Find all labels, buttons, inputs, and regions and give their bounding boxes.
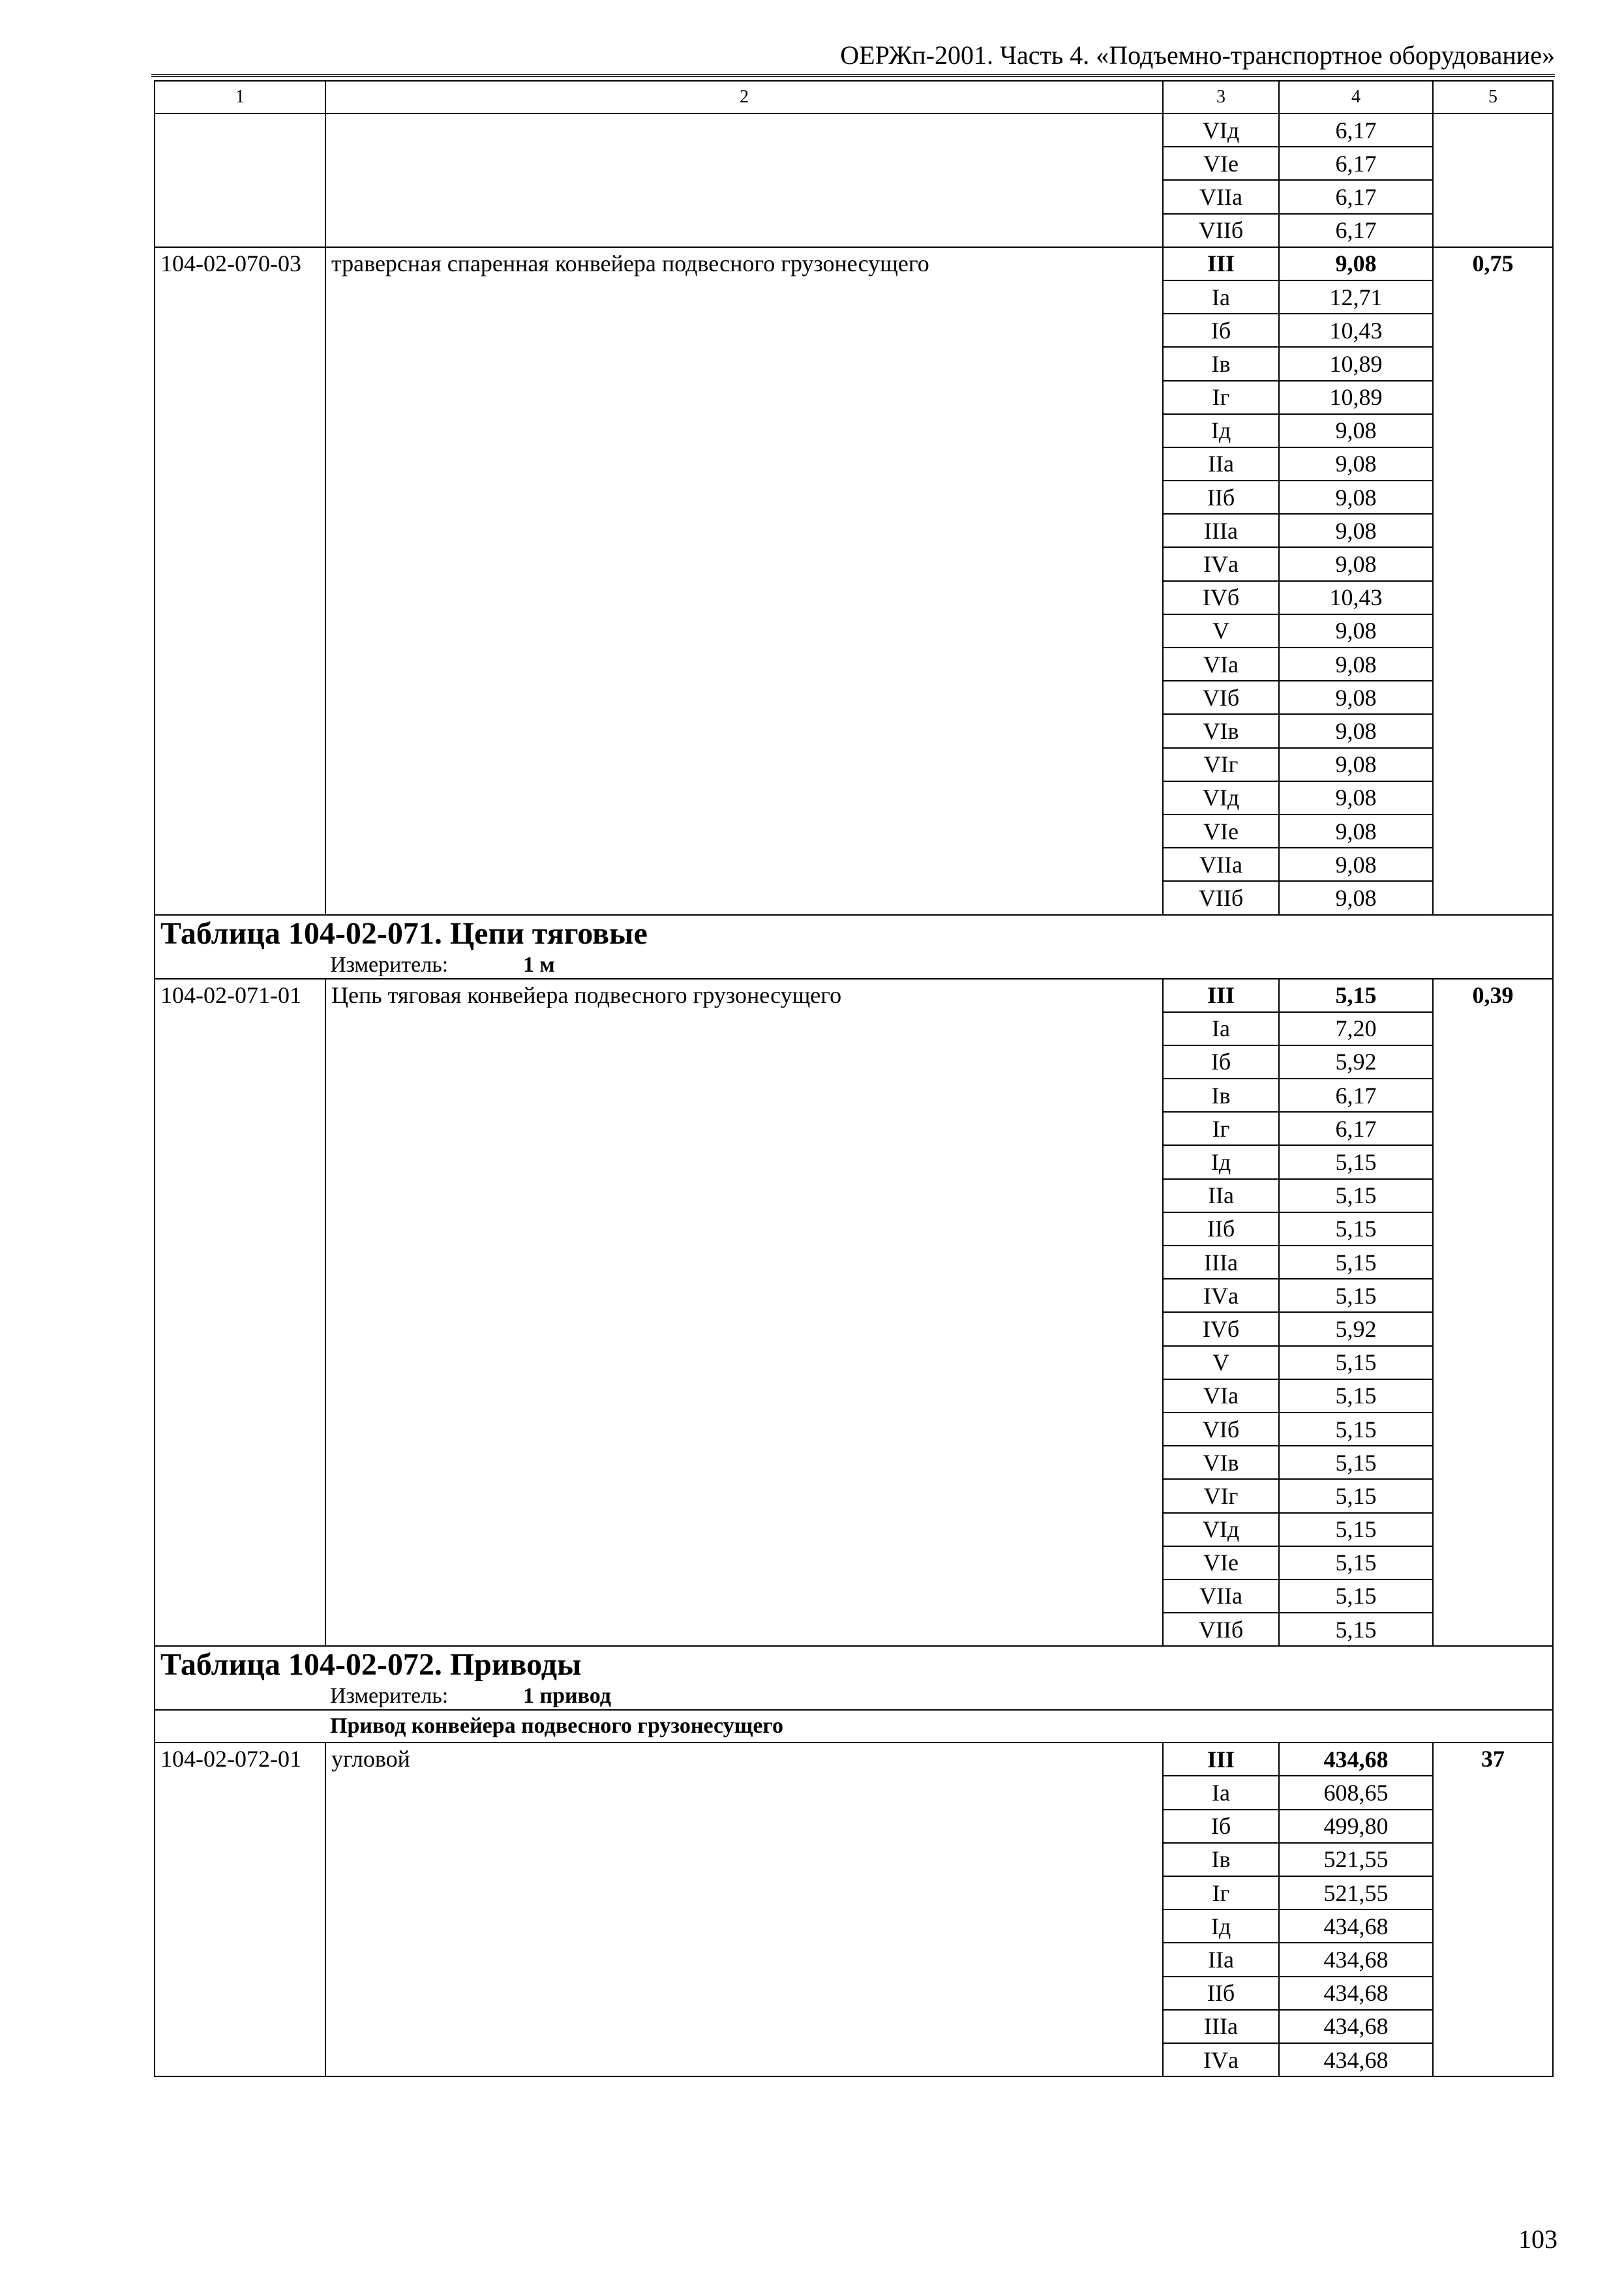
table-title: Таблица 104-02-072. Приводы bbox=[155, 1646, 1553, 1683]
measure-row bbox=[155, 1683, 1553, 1710]
zone-cell: VIIб bbox=[1163, 881, 1279, 914]
rate-row bbox=[155, 1743, 1553, 1776]
zone-cell: Iг bbox=[1163, 1112, 1279, 1145]
zone-cell: VIб bbox=[1163, 681, 1279, 714]
zone-cell: V bbox=[1163, 1346, 1279, 1379]
zone-cell: VIIа bbox=[1163, 1579, 1279, 1613]
zone-cell: IIб bbox=[1163, 1212, 1279, 1246]
zone-cell: VIг bbox=[1163, 748, 1279, 781]
group-title: Привод конвейера подвесного грузонесущего bbox=[155, 1710, 1553, 1743]
rate-value: 5,15 bbox=[1279, 1479, 1433, 1512]
measure-label: Измеритель: bbox=[330, 1684, 449, 1709]
zone-cell: Iг bbox=[1163, 381, 1279, 414]
item-name: траверсная спаренная конвейера подвесного грузонесущего bbox=[325, 247, 1163, 915]
zone-cell: Iв bbox=[1163, 1079, 1279, 1112]
zone-cell: VIIб bbox=[1163, 1613, 1279, 1646]
zone-cell: III bbox=[1163, 979, 1279, 1012]
zone-cell: III bbox=[1163, 247, 1279, 280]
rate-value: 5,15 bbox=[1279, 1579, 1433, 1613]
measure-cell bbox=[155, 952, 1553, 979]
rate-value: 9,08 bbox=[1279, 681, 1433, 714]
zone-cell: VIе bbox=[1163, 815, 1279, 848]
zone-cell: IVа bbox=[1163, 1279, 1279, 1312]
rate-value: 6,17 bbox=[1279, 180, 1433, 213]
measure-value: 1 м bbox=[523, 952, 555, 977]
rate-value: 12,71 bbox=[1279, 280, 1433, 314]
measure-cell bbox=[155, 1683, 1553, 1710]
zone-cell: VIб bbox=[1163, 1413, 1279, 1446]
zone-cell: Iг bbox=[1163, 1876, 1279, 1909]
rate-value: 434,68 bbox=[1279, 2043, 1433, 2076]
rate-value: 9,08 bbox=[1279, 714, 1433, 747]
rate-value: 6,17 bbox=[1279, 113, 1433, 147]
rate-value: 5,15 bbox=[1279, 1246, 1433, 1279]
zone-cell: IIIа bbox=[1163, 514, 1279, 547]
column-number: 3 bbox=[1163, 81, 1279, 113]
zone-cell: V bbox=[1163, 614, 1279, 648]
rate-row bbox=[155, 247, 1553, 280]
rate-value: 6,17 bbox=[1279, 147, 1433, 180]
zone-cell: Iб bbox=[1163, 1810, 1279, 1843]
item-code: 104-02-071-01 bbox=[155, 979, 325, 1647]
rate-value: 521,55 bbox=[1279, 1876, 1433, 1909]
zone-cell: VIа bbox=[1163, 1379, 1279, 1413]
rate-value: 6,17 bbox=[1279, 1112, 1433, 1145]
zone-cell: IIа bbox=[1163, 447, 1279, 481]
column-number: 4 bbox=[1279, 81, 1433, 113]
rate-value: 9,08 bbox=[1279, 247, 1433, 280]
rate-value: 5,15 bbox=[1279, 1379, 1433, 1413]
rate-value: 9,08 bbox=[1279, 481, 1433, 514]
table-title-row bbox=[155, 1646, 1553, 1683]
rate-value: 9,08 bbox=[1279, 614, 1433, 648]
zone-cell: VIIа bbox=[1163, 848, 1279, 881]
item-code: 104-02-072-01 bbox=[155, 1743, 325, 2076]
rate-value: 5,92 bbox=[1279, 1312, 1433, 1345]
rate-value: 434,68 bbox=[1279, 1977, 1433, 2010]
rate-value: 9,08 bbox=[1279, 514, 1433, 547]
rate-value: 5,15 bbox=[1279, 1413, 1433, 1446]
rate-value: 9,08 bbox=[1279, 447, 1433, 481]
rate-value: 5,15 bbox=[1279, 979, 1433, 1012]
measure-label: Измеритель: bbox=[330, 952, 449, 977]
item-name: угловой bbox=[325, 1743, 1163, 2076]
rate-value: 434,68 bbox=[1279, 2010, 1433, 2043]
rate-row bbox=[155, 979, 1553, 1012]
zone-cell: IIа bbox=[1163, 1943, 1279, 1976]
rate-value: 434,68 bbox=[1279, 1909, 1433, 1943]
rate-value: 5,15 bbox=[1279, 1446, 1433, 1479]
zone-cell: VIд bbox=[1163, 781, 1279, 815]
rate-value: 6,17 bbox=[1279, 1079, 1433, 1112]
zone-cell: IIIа bbox=[1163, 2010, 1279, 2043]
rate-value: 5,15 bbox=[1279, 1179, 1433, 1212]
zone-cell: VIв bbox=[1163, 714, 1279, 747]
zone-cell: Iа bbox=[1163, 1776, 1279, 1809]
rate-value: 5,15 bbox=[1279, 1546, 1433, 1579]
rate-value: 9,08 bbox=[1279, 781, 1433, 815]
rate-value: 9,08 bbox=[1279, 414, 1433, 447]
rate-value: 5,15 bbox=[1279, 1513, 1433, 1546]
table-title-row bbox=[155, 915, 1553, 952]
zone-cell: Iб bbox=[1163, 314, 1279, 347]
rate-value: 9,08 bbox=[1279, 881, 1433, 914]
rate-value: 9,08 bbox=[1279, 648, 1433, 681]
zone-cell: Iв bbox=[1163, 1843, 1279, 1876]
zone-cell: VIе bbox=[1163, 147, 1279, 180]
rate-value: 10,89 bbox=[1279, 381, 1433, 414]
rate-value: 9,08 bbox=[1279, 815, 1433, 848]
zone-cell: IIб bbox=[1163, 481, 1279, 514]
measure-value: 1 привод bbox=[523, 1684, 611, 1709]
zone-cell: IVа bbox=[1163, 2043, 1279, 2076]
rate-value: 5,15 bbox=[1279, 1613, 1433, 1646]
zone-cell: Iд bbox=[1163, 1145, 1279, 1178]
zone-cell: IVб bbox=[1163, 1312, 1279, 1345]
column-number: 2 bbox=[325, 81, 1163, 113]
column5-value bbox=[1433, 113, 1553, 247]
zone-cell: Iд bbox=[1163, 1909, 1279, 1943]
item-name bbox=[325, 113, 1163, 247]
rate-value: 5,15 bbox=[1279, 1212, 1433, 1246]
zone-cell: Iа bbox=[1163, 1012, 1279, 1045]
header-rule bbox=[151, 74, 1555, 77]
rate-value: 9,08 bbox=[1279, 547, 1433, 580]
rate-row bbox=[155, 113, 1553, 147]
rate-value: 7,20 bbox=[1279, 1012, 1433, 1045]
rate-value: 434,68 bbox=[1279, 1943, 1433, 1976]
column5-value: 0,75 bbox=[1433, 247, 1553, 915]
zone-cell: VIIа bbox=[1163, 180, 1279, 213]
zone-cell: Iа bbox=[1163, 280, 1279, 314]
rate-value: 10,43 bbox=[1279, 581, 1433, 614]
zone-cell: Iв bbox=[1163, 347, 1279, 380]
page-number: 103 bbox=[1518, 2224, 1557, 2254]
rate-value: 608,65 bbox=[1279, 1776, 1433, 1809]
measure-row bbox=[155, 952, 1553, 979]
rate-value: 6,17 bbox=[1279, 214, 1433, 247]
zone-cell: VIд bbox=[1163, 113, 1279, 147]
group-title-row bbox=[155, 1710, 1553, 1743]
zone-cell: IIб bbox=[1163, 1977, 1279, 2010]
page-header: ОЕРЖп-2001. Часть 4. «Подъемно-транспортное оборудование» bbox=[840, 40, 1555, 70]
rate-value: 499,80 bbox=[1279, 1810, 1433, 1843]
rate-value: 9,08 bbox=[1279, 748, 1433, 781]
rates-table bbox=[154, 80, 1554, 2077]
rate-value: 434,68 bbox=[1279, 1743, 1433, 1776]
zone-cell: VIв bbox=[1163, 1446, 1279, 1479]
rate-value: 521,55 bbox=[1279, 1843, 1433, 1876]
item-name: Цепь тяговая конвейера подвесного грузонесущего bbox=[325, 979, 1163, 1647]
item-code: 104-02-070-03 bbox=[155, 247, 325, 915]
zone-cell: IVа bbox=[1163, 547, 1279, 580]
column-number: 5 bbox=[1433, 81, 1553, 113]
rate-value: 5,15 bbox=[1279, 1346, 1433, 1379]
column5-value: 0,39 bbox=[1433, 979, 1553, 1647]
rate-value: 10,89 bbox=[1279, 347, 1433, 380]
rate-value: 5,15 bbox=[1279, 1279, 1433, 1312]
zone-cell: VIг bbox=[1163, 1479, 1279, 1512]
rate-value: 9,08 bbox=[1279, 848, 1433, 881]
rate-value: 5,92 bbox=[1279, 1045, 1433, 1079]
zone-cell: IIIа bbox=[1163, 1246, 1279, 1279]
zone-cell: VIIб bbox=[1163, 214, 1279, 247]
zone-cell: Iб bbox=[1163, 1045, 1279, 1079]
zone-cell: Iд bbox=[1163, 414, 1279, 447]
zone-cell: VIе bbox=[1163, 1546, 1279, 1579]
item-code bbox=[155, 113, 325, 247]
zone-cell: VIа bbox=[1163, 648, 1279, 681]
rate-value: 10,43 bbox=[1279, 314, 1433, 347]
zone-cell: IIа bbox=[1163, 1179, 1279, 1212]
zone-cell: IVб bbox=[1163, 581, 1279, 614]
column5-value: 37 bbox=[1433, 1743, 1553, 2076]
column-number-row bbox=[155, 81, 1553, 113]
table-title: Таблица 104-02-071. Цепи тяговые bbox=[155, 915, 1553, 952]
rate-value: 5,15 bbox=[1279, 1145, 1433, 1178]
zone-cell: VIд bbox=[1163, 1513, 1279, 1546]
column-number: 1 bbox=[155, 81, 325, 113]
zone-cell: III bbox=[1163, 1743, 1279, 1776]
